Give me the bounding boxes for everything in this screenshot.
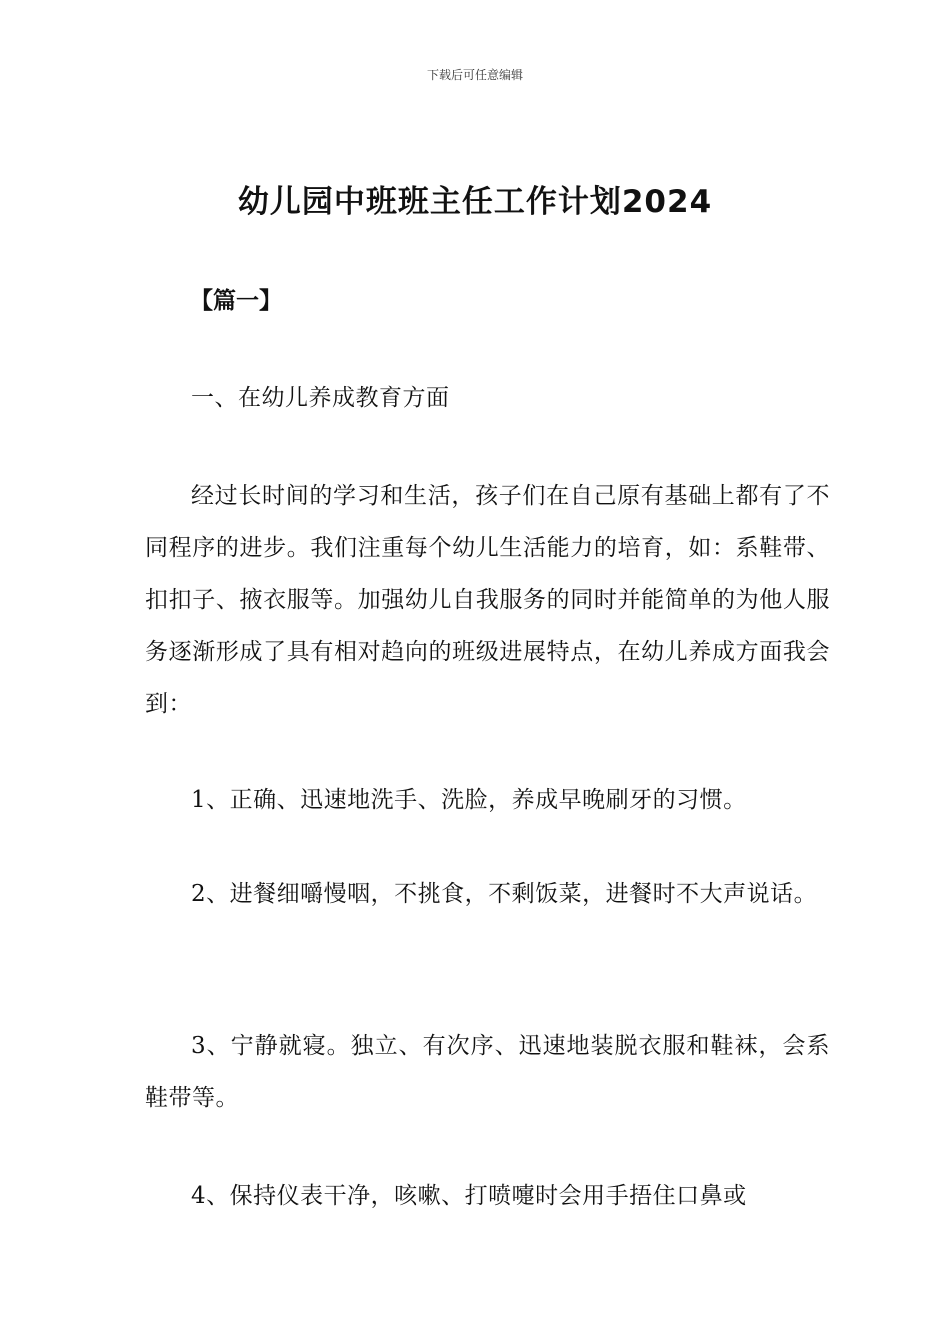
list-item: 3、宁静就寝。独立、有次序、迅速地装脱衣服和鞋袜，会系鞋带等。 [145,1033,830,1111]
list-item: 4、保持仪表干净，咳嗽、打喷嚏时会用手捂住口鼻或 [191,1183,747,1209]
intro-paragraph: 经过长时间的学习和生活，孩子们在自己原有基础上都有了不同程序的进步。我们注重每个幼儿生活能力的培育，如：系鞋带、扣扣子、掖衣服等。加强幼儿自我服务的同时并能简单的为他人服务逐渐形成了具有相对趋向的班级进展特点，在幼儿养成方面我会到： [145,483,830,717]
section-tag: 【篇一】 [190,288,282,314]
section-heading: 一、在幼儿养成教育方面 [191,385,450,411]
list-item: 1、正确、迅速地洗手、洗脸，养成早晚刷牙的习惯。 [191,787,747,813]
header-note: 下载后可任意编辑 [426,68,523,82]
list-item: 2、进餐细嚼慢咽，不挑食，不剩饭菜，进餐时不大声说话。 [191,881,818,907]
document-title: 幼儿园中班班主任工作计划2024 [237,184,713,220]
